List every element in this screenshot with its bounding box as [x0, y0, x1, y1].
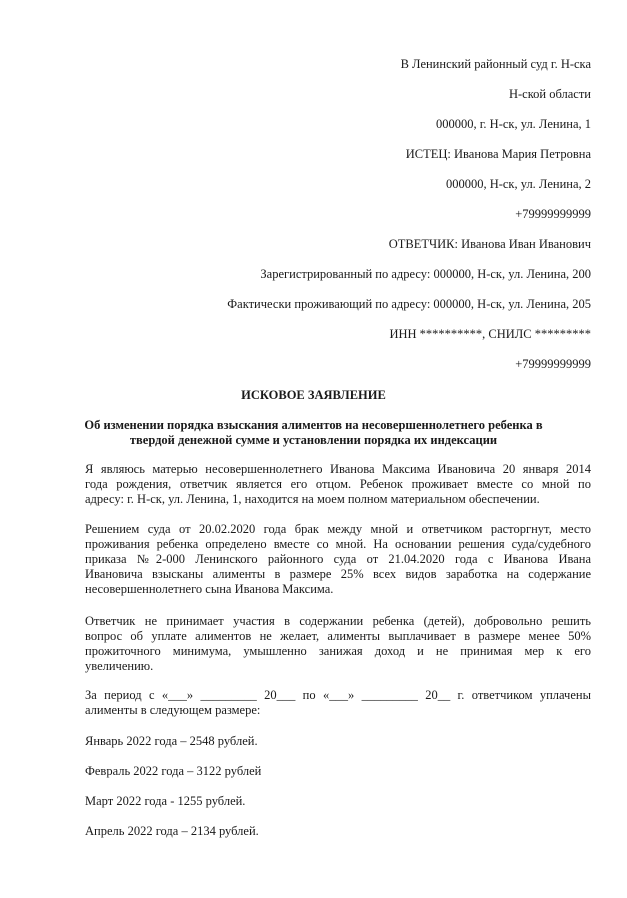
document-subtitle: [60, 418, 567, 448]
court-address: 000000, г. Н-ск, ул. Ленина, 1: [435, 117, 591, 131]
paragraph-line: Решением суда от 20.02.2020 года брак между мной и ответчиком расторгнут, место: [85, 522, 591, 536]
plaintiff-name: ИСТЕЦ: Иванова Мария Петровна: [405, 147, 591, 161]
paragraph-2: [85, 522, 591, 597]
paragraph-line: несовершеннолетнего сына Иванова Максима.: [85, 582, 334, 596]
subtitle-line: Об изменении порядка взыскания алиментов на несовершеннолетнего ребенка в: [84, 418, 543, 432]
document-title: ИСКОВОЕ ЗАЯВЛЕНИЕ: [241, 388, 386, 402]
defendant-registered-address: Зарегистрированный по адресу: 000000, Н-ск, ул. Ленина, 200: [260, 267, 591, 281]
court-name: В Ленинский районный суд г. Н-ска: [400, 57, 591, 71]
payment-item: Апрель 2022 года – 2134 рублей.: [85, 824, 259, 838]
paragraph-line: Ивановича взысканы алименты в размере 25% всех видов заработка на содержание: [85, 567, 591, 581]
defendant-actual-address: Фактически проживающий по адресу: 000000, Н-ск, ул. Ленина, 205: [227, 297, 591, 311]
payment-item: Февраль 2022 года – 3122 рублей: [85, 764, 262, 778]
payment-item: Март 2022 года - 1255 рублей.: [85, 794, 246, 808]
paragraph-line: года рождения, ответчик является его отцом. Ребенок проживает вместе со мной по: [85, 477, 591, 491]
court-region: Н-ской области: [508, 87, 591, 101]
plaintiff-phone: +79999999999: [515, 207, 591, 221]
payment-item: Январь 2022 года – 2548 рублей.: [85, 734, 258, 748]
paragraph-4: [85, 688, 591, 718]
paragraph-line: алименты в следующем размере:: [85, 703, 261, 717]
paragraph-line: проживания ребенка определено вместе со мной. На основании решения суда/судебного: [85, 537, 591, 551]
paragraph-1: [85, 462, 591, 507]
paragraph-line: приказа №2-000 Ленинского районного суда от 21.04.2020 года с Иванова Ивана: [85, 552, 591, 566]
paragraph-line: вопрос об уплате алиментов не желает, алименты выплачивает в размере менее 50%: [85, 629, 591, 643]
plaintiff-address: 000000, Н-ск, ул. Ленина, 2: [445, 177, 591, 191]
defendant-inn-snils: ИНН **********, СНИЛС *********: [389, 327, 591, 341]
paragraph-line: увеличению.: [85, 659, 154, 673]
paragraph-line: Я являюсь матерью несовершеннолетнего Иванова Максима Ивановича 20 января 2014: [85, 462, 591, 476]
paragraph-line: За период с «___» _________ 20___ по «___» _________ 20__ г. ответчиком уплачены: [85, 688, 591, 702]
paragraph-line: адресу: г. Н-ск, ул. Ленина, 1, находится на моем полном материальном обеспечении.: [85, 492, 540, 506]
subtitle-line: твердой денежной сумме и установлении порядка их индексации: [129, 433, 498, 447]
defendant-name: ОТВЕТЧИК: Иванова Иван Иванович: [388, 237, 591, 251]
paragraph-line: Ответчик не принимает участия в содержании ребенка (детей), добровольно решить: [85, 614, 591, 628]
paragraph-line: прожиточного минимума, умышленно занижая доход и не принимая мер к его: [85, 644, 591, 658]
defendant-phone: +79999999999: [515, 357, 591, 371]
paragraph-3: [85, 614, 591, 674]
